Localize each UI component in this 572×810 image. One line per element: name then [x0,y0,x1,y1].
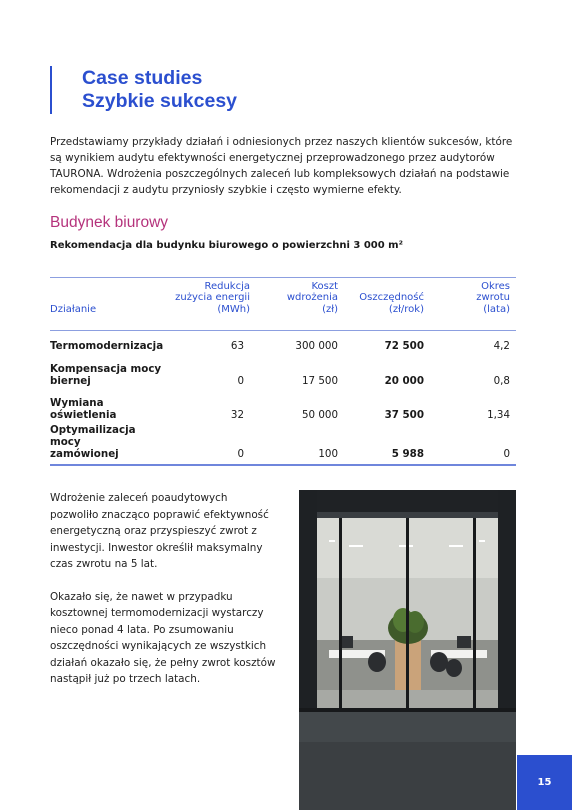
office-interior-photo [299,490,516,810]
cell-savings: 5 988 [391,448,424,460]
cell-payback: 1,34 [487,409,510,421]
cell-reduction: 0 [237,375,244,387]
cell-payback: 4,2 [493,340,510,352]
header-action: Działanie [50,303,97,315]
page-title [82,67,237,113]
cell-cost: 100 [318,448,338,460]
cell-cost: 300 000 [295,340,338,352]
cell-action: Wymiana oświetlenia [50,397,117,421]
intro-paragraph: Przedstawiamy przykłady działań i odniesionych przez naszych klientów sukcesów, które są wynikiem audytu efektywności energetycznej przeprowadzonego przez audytorów TAURONA. Wdrożenia poszczególnych zaleceń lub kompleksowych działań na podstawie rekomendacji z audytu przyniosły szybkie i często wymierne efekty. [50,136,513,196]
cell-cost: 17 500 [301,375,338,387]
cell-payback: 0 [503,448,510,460]
cell-reduction: 63 [230,340,244,352]
recommendation-table [50,278,516,467]
table-row [50,424,516,467]
table-row [50,356,516,390]
body-paragraph-1: Wdrożenie zaleceń poaudytowych pozwoliło znacząco poprawić efektywność energetyczną oraz przyspieszyć zwrot z inwestycji. Inwestor określił maksymalny czas zwrotu na 5 lat. [50,492,269,570]
body-text-column [50,490,276,704]
table-caption: Rekomendacja dla budynku biurowego o powierzchni 3 000 m² [50,240,403,251]
title-accent-bar [50,66,52,114]
cell-savings: 20 000 [384,375,424,387]
cell-action: Optymailizacja mocy zamówionej [50,424,136,460]
cell-payback: 0,8 [493,375,510,387]
section-heading: Budynek biurowy [50,214,169,231]
cell-action: Termomodernizacja [50,340,164,352]
page-title-line-1: Case studies [82,67,203,89]
cell-reduction: 0 [237,448,244,460]
header-payback: Okres zwrotu (lata) [476,280,510,315]
table-row [50,323,516,356]
cell-reduction: 32 [230,409,244,421]
page-title-line-2: Szybkie sukcesy [82,90,238,112]
body-paragraph-2: Okazało się, że nawet w przypadku kosztownej termomodernizacji wystarczy nieco ponad 4 lata. Po zsumowaniu oszczędności wynikających ze wszystkich działań okazało się, że pełny zwrot kosztów nastąpił już po trzech latach. [50,590,276,685]
cell-savings: 37 500 [384,409,424,421]
office-photo-illustration [299,490,516,810]
cell-savings: 72 500 [384,340,424,352]
header-savings: Oszczędność (zł/rok) [359,292,424,315]
cell-cost: 50 000 [301,409,338,421]
page-number: 15 [517,755,572,810]
table-header-row [50,278,516,323]
header-reduction: Redukcja zużycia energii (MWh) [175,280,250,315]
header-cost: Koszt wdrożenia (zł) [286,280,338,315]
table-row [50,390,516,424]
cell-action: Kompensacja mocy biernej [50,363,162,387]
